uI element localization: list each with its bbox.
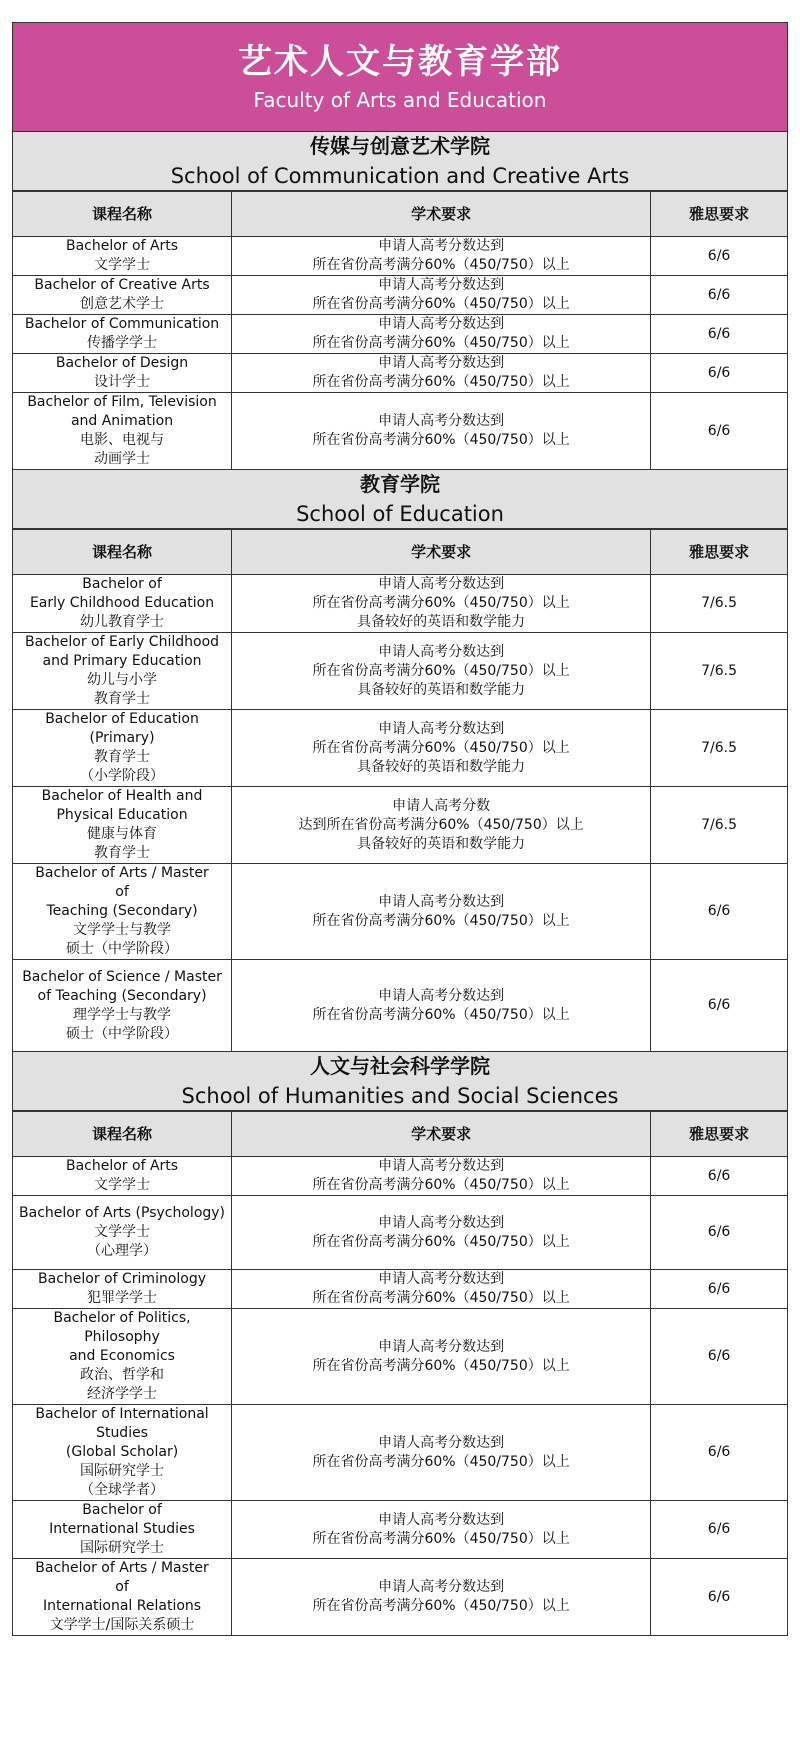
- program-name-line: Bachelor of: [82, 576, 162, 592]
- program-name-line: and Primary Education: [42, 653, 202, 669]
- program-name-line: Bachelor of Health and: [41, 788, 203, 804]
- table-header-row: [13, 530, 787, 575]
- academic-requirement-line: 申请人高考分数达到: [378, 413, 505, 429]
- academic-requirement-line: 所在省份高考满分60%（450/750）以上: [312, 1530, 570, 1547]
- ielts-requirement-cell: 6/6: [651, 393, 787, 470]
- academic-requirement-line: 申请人高考分数达到: [378, 238, 505, 254]
- program-name-line: Bachelor of Science / Master: [22, 968, 222, 985]
- program-name-line: Physical Education: [56, 807, 188, 823]
- academic-requirement-cell: [232, 237, 651, 276]
- program-name-line: 教育学士: [94, 845, 151, 861]
- school-name-cn: 人文与社会科学学院: [310, 1054, 490, 1078]
- ielts-requirement-cell: 6/6: [651, 315, 787, 354]
- program-name-cell: [13, 633, 232, 710]
- academic-requirement-cell: [232, 1196, 651, 1270]
- ielts-requirement-cell: 7/6.5: [651, 710, 787, 787]
- faculty-title-cn: 艺术人文与教育学部: [238, 42, 562, 82]
- table-row: [13, 237, 787, 276]
- ielts-requirement-cell: 7/6.5: [651, 633, 787, 710]
- program-name-line: Bachelor of Early Childhood: [25, 634, 220, 650]
- school-header: [13, 132, 787, 191]
- program-name-line: 健康与体育: [87, 826, 158, 842]
- academic-requirement-line: 所在省份高考满分60%（450/750）以上: [312, 1006, 570, 1023]
- program-name-line: 电影、电视与: [80, 432, 165, 448]
- academic-requirement-line: 申请人高考分数达到: [378, 1511, 505, 1528]
- school-name-cn: 教育学院: [360, 472, 440, 496]
- program-name-line: 文学学士与教学: [73, 922, 172, 938]
- table-row: [13, 1309, 787, 1405]
- program-name-cell: [13, 1270, 232, 1309]
- program-name-line: 动画学士: [94, 451, 151, 467]
- academic-requirement-line: 申请人高考分数达到: [378, 893, 505, 910]
- program-name-line: Bachelor of Communication: [24, 316, 220, 332]
- academic-requirement-line: 申请人高考分数达到: [378, 355, 505, 371]
- requirements-table: [13, 529, 787, 1052]
- academic-requirement-cell: [232, 354, 651, 393]
- table-row: [13, 864, 787, 960]
- academic-requirement-line: 具备较好的英语和数学能力: [357, 758, 526, 775]
- requirements-table: [13, 191, 787, 470]
- program-name-line: 文学学士: [94, 1177, 151, 1193]
- academic-requirement-line: 申请人高考分数达到: [378, 316, 505, 332]
- table-row: [13, 1559, 787, 1636]
- ielts-requirement-cell: 6/6: [651, 864, 787, 960]
- academic-requirement-line: 申请人高考分数达到: [378, 720, 505, 737]
- academic-requirement-line: 申请人高考分数达到: [378, 1338, 505, 1355]
- ielts-requirement-cell: 6/6: [651, 276, 787, 315]
- program-name-line: Bachelor of Education: [45, 711, 199, 727]
- program-name-cell: [13, 1405, 232, 1501]
- academic-requirement-line: 申请人高考分数达到: [378, 1158, 505, 1174]
- program-name-line: （全球学者）: [80, 1482, 165, 1498]
- academic-requirement-line: 所在省份高考满分60%（450/750）以上: [312, 296, 570, 312]
- program-name-line: Bachelor of Criminology: [38, 1271, 207, 1287]
- program-name-line: of: [115, 884, 129, 900]
- program-name-line: 硕士（中学阶段）: [66, 941, 179, 957]
- ielts-requirement-cell: 6/6: [651, 1196, 787, 1270]
- program-name-cell: [13, 237, 232, 276]
- program-name-line: and Economics: [69, 1348, 175, 1364]
- program-name-line: 国际研究学士: [80, 1463, 165, 1479]
- school-name-cn: 传媒与创意艺术学院: [310, 134, 490, 158]
- academic-requirement-cell: [232, 393, 651, 470]
- header-ielts: 雅思要求: [651, 1112, 787, 1157]
- program-name-line: 幼儿教育学士: [80, 614, 165, 630]
- academic-requirement-line: 具备较好的英语和数学能力: [357, 681, 526, 698]
- academic-requirement-line: 所在省份高考满分60%（450/750）以上: [312, 1177, 570, 1193]
- program-name-line: Early Childhood Education: [29, 595, 215, 611]
- academic-requirement-cell: [232, 575, 651, 633]
- ielts-requirement-cell: 6/6: [651, 1157, 787, 1196]
- table-row: [13, 1270, 787, 1309]
- academic-requirement-cell: [232, 1157, 651, 1196]
- program-name-line: Bachelor of Creative Arts: [34, 277, 210, 293]
- ielts-requirement-cell: 6/6: [651, 1501, 787, 1559]
- program-name-line: International Studies: [49, 1521, 195, 1537]
- table-row: [13, 1196, 787, 1270]
- program-name-line: 理学学士与教学: [73, 1006, 172, 1023]
- academic-requirement-cell: [232, 1270, 651, 1309]
- school-header: [13, 470, 787, 529]
- academic-requirement-line: 所在省份高考满分60%（450/750）以上: [312, 1233, 570, 1250]
- academic-requirement-line: 所在省份高考满分60%（450/750）以上: [312, 739, 570, 756]
- program-name-cell: [13, 960, 232, 1052]
- academic-requirement-cell: [232, 1405, 651, 1501]
- faculty-title-en: Faculty of Arts and Education: [253, 88, 547, 112]
- header-program: 课程名称: [13, 192, 232, 237]
- program-name-cell: [13, 787, 232, 864]
- program-name-line: （小学阶段）: [80, 768, 165, 784]
- program-name-cell: [13, 1559, 232, 1636]
- program-name-line: 教育学士: [94, 749, 151, 765]
- program-name-cell: [13, 1196, 232, 1270]
- program-name-line: 政治、哲学和: [80, 1367, 165, 1383]
- academic-requirement-cell: [232, 1501, 651, 1559]
- academic-requirement-line: 所在省份高考满分60%（450/750）以上: [312, 432, 570, 448]
- table-header-row: [13, 1112, 787, 1157]
- ielts-requirement-cell: 6/6: [651, 960, 787, 1052]
- program-name-line: 国际研究学士: [80, 1540, 165, 1556]
- program-name-line: 犯罪学学士: [87, 1290, 158, 1306]
- program-name-cell: [13, 864, 232, 960]
- academic-requirement-line: 所在省份高考满分60%（450/750）以上: [312, 1598, 570, 1614]
- table-row: [13, 575, 787, 633]
- table-row: [13, 787, 787, 864]
- table-header-row: [13, 192, 787, 237]
- header-program: 课程名称: [13, 530, 232, 575]
- table-row: [13, 315, 787, 354]
- academic-requirement-line: 申请人高考分数达到: [378, 277, 505, 293]
- program-name-line: 创意艺术学士: [80, 296, 165, 312]
- faculty-requirements-sheet: [12, 22, 788, 1636]
- table-row: [13, 393, 787, 470]
- school-name-en: School of Education: [296, 502, 504, 526]
- program-name-cell: [13, 710, 232, 787]
- academic-requirement-cell: [232, 864, 651, 960]
- academic-requirement-line: 所在省份高考满分60%（450/750）以上: [312, 257, 570, 273]
- academic-requirement-cell: [232, 633, 651, 710]
- program-name-line: International Relations: [42, 1598, 202, 1614]
- academic-requirement-cell: [232, 315, 651, 354]
- faculty-banner: [13, 23, 787, 132]
- ielts-requirement-cell: 6/6: [651, 1405, 787, 1501]
- academic-requirement-line: 所在省份高考满分60%（450/750）以上: [312, 1453, 570, 1470]
- program-name-line: Studies: [96, 1425, 148, 1441]
- program-name-line: 文学学士: [94, 257, 151, 273]
- program-name-line: and Animation: [70, 413, 174, 429]
- table-row: [13, 354, 787, 393]
- program-name-cell: [13, 1157, 232, 1196]
- program-name-line: Bachelor of Politics, Philosophy: [53, 1310, 191, 1345]
- schools-container: [13, 132, 787, 1635]
- program-name-line: of Teaching (Secondary): [37, 987, 207, 1004]
- program-name-line: 幼儿与小学: [87, 672, 158, 688]
- academic-requirement-line: 具备较好的英语和数学能力: [357, 835, 526, 852]
- program-name-line: Bachelor of International: [35, 1406, 209, 1422]
- program-name-line: Bachelor of Design: [55, 355, 189, 371]
- academic-requirement-line: 申请人高考分数达到: [378, 643, 505, 660]
- academic-requirement-line: 所在省份高考满分60%（450/750）以上: [312, 595, 570, 611]
- header-academic: 学术要求: [232, 1112, 651, 1157]
- table-row: [13, 1501, 787, 1559]
- academic-requirement-line: 所在省份高考满分60%（450/750）以上: [312, 1357, 570, 1374]
- program-name-line: 硕士（中学阶段）: [66, 1025, 179, 1042]
- program-name-line: Bachelor of Arts / Master: [35, 865, 209, 881]
- academic-requirement-line: 所在省份高考满分60%（450/750）以上: [312, 374, 570, 390]
- ielts-requirement-cell: 7/6.5: [651, 575, 787, 633]
- academic-requirement-line: 申请人高考分数: [392, 797, 491, 814]
- table-row: [13, 1405, 787, 1501]
- academic-requirement-line: 具备较好的英语和数学能力: [357, 614, 526, 630]
- academic-requirement-cell: [232, 1559, 651, 1636]
- program-name-line: 经济学学士: [87, 1386, 158, 1402]
- school-name-en: School of Humanities and Social Sciences: [181, 1084, 619, 1108]
- academic-requirement-line: 所在省份高考满分60%（450/750）以上: [312, 335, 570, 351]
- table-row: [13, 276, 787, 315]
- academic-requirement-line: 达到所在省份高考满分60%（450/750）以上: [298, 816, 584, 833]
- table-row: [13, 1157, 787, 1196]
- academic-requirement-line: 申请人高考分数达到: [378, 1214, 505, 1231]
- header-academic: 学术要求: [232, 192, 651, 237]
- program-name-line: Bachelor of: [82, 1502, 162, 1518]
- program-name-line: （心理学）: [87, 1243, 158, 1259]
- school-header: [13, 1052, 787, 1111]
- program-name-line: Bachelor of Arts: [65, 238, 179, 254]
- program-name-line: Bachelor of Arts (Psychology): [19, 1205, 226, 1221]
- program-name-line: 文学学士/国际关系硕士: [49, 1617, 195, 1633]
- program-name-line: Bachelor of Arts: [65, 1158, 179, 1174]
- requirements-table: [13, 1111, 787, 1635]
- program-name-line: of: [115, 1579, 129, 1595]
- ielts-requirement-cell: 6/6: [651, 354, 787, 393]
- program-name-cell: [13, 1309, 232, 1405]
- school-name-en: School of Communication and Creative Arts: [170, 164, 630, 188]
- academic-requirement-line: 申请人高考分数达到: [378, 576, 505, 592]
- program-name-cell: [13, 1501, 232, 1559]
- academic-requirement-line: 申请人高考分数达到: [378, 1434, 505, 1451]
- header-program: 课程名称: [13, 1112, 232, 1157]
- academic-requirement-cell: [232, 276, 651, 315]
- program-name-line: 设计学士: [94, 374, 151, 390]
- academic-requirement-line: 申请人高考分数达到: [378, 1579, 505, 1595]
- academic-requirement-cell: [232, 710, 651, 787]
- academic-requirement-line: 所在省份高考满分60%（450/750）以上: [312, 1290, 570, 1306]
- ielts-requirement-cell: 6/6: [651, 237, 787, 276]
- academic-requirement-cell: [232, 787, 651, 864]
- program-name-line: 传播学学士: [87, 335, 158, 351]
- program-name-line: (Global Scholar): [65, 1444, 179, 1460]
- table-row: [13, 710, 787, 787]
- program-name-cell: [13, 575, 232, 633]
- program-name-cell: [13, 315, 232, 354]
- program-name-line: 文学学士: [94, 1224, 151, 1240]
- academic-requirement-line: 申请人高考分数达到: [378, 987, 505, 1004]
- ielts-requirement-cell: 7/6.5: [651, 787, 787, 864]
- academic-requirement-cell: [232, 960, 651, 1052]
- academic-requirement-line: 所在省份高考满分60%（450/750）以上: [312, 662, 570, 679]
- ielts-requirement-cell: 6/6: [651, 1559, 787, 1636]
- program-name-line: Bachelor of Arts / Master: [35, 1560, 209, 1576]
- academic-requirement-line: 所在省份高考满分60%（450/750）以上: [312, 912, 570, 929]
- table-row: [13, 633, 787, 710]
- ielts-requirement-cell: 6/6: [651, 1270, 787, 1309]
- program-name-line: Bachelor of Film, Television: [27, 394, 217, 410]
- program-name-line: (Primary): [89, 730, 155, 746]
- academic-requirement-line: 申请人高考分数达到: [378, 1271, 505, 1287]
- academic-requirement-cell: [232, 1309, 651, 1405]
- program-name-cell: [13, 393, 232, 470]
- program-name-line: Teaching (Secondary): [46, 903, 198, 919]
- header-ielts: 雅思要求: [651, 530, 787, 575]
- program-name-cell: [13, 276, 232, 315]
- header-ielts: 雅思要求: [651, 192, 787, 237]
- ielts-requirement-cell: 6/6: [651, 1309, 787, 1405]
- program-name-cell: [13, 354, 232, 393]
- header-academic: 学术要求: [232, 530, 651, 575]
- program-name-line: 教育学士: [94, 691, 151, 707]
- table-row: [13, 960, 787, 1052]
